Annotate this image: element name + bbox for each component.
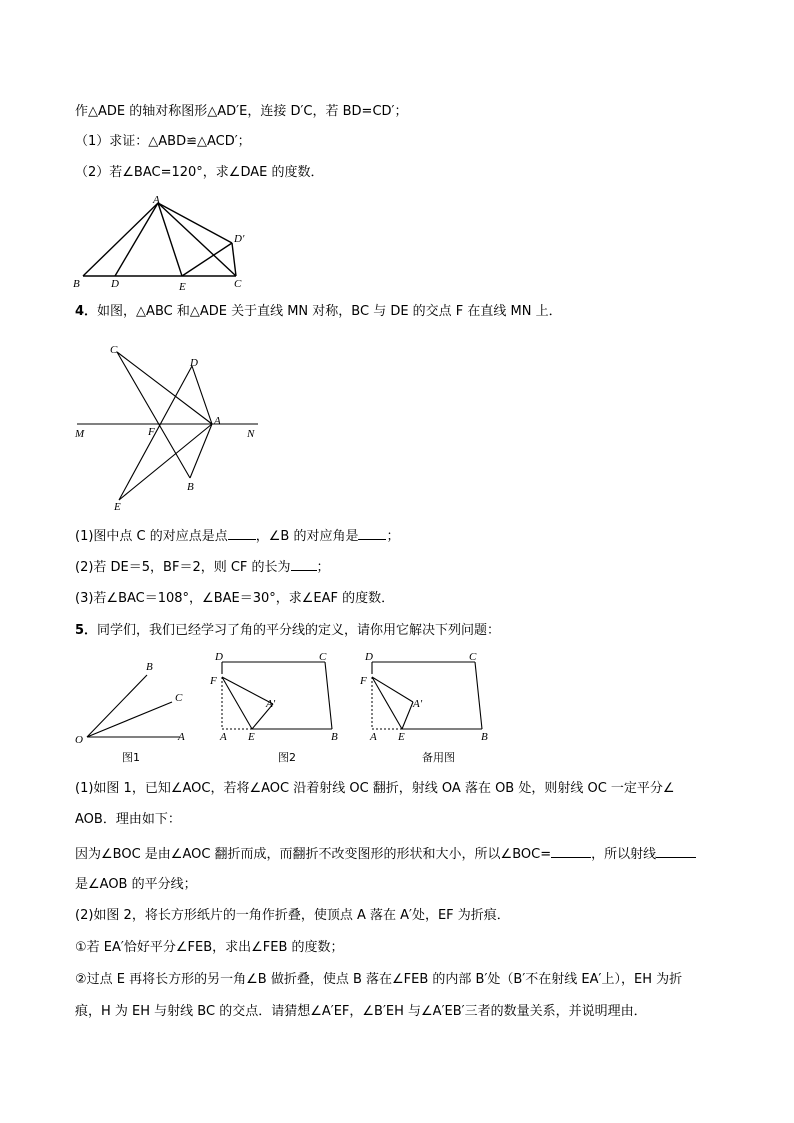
q5-number: 5． (75, 623, 98, 638)
q3-label-d: D (111, 278, 119, 290)
q5-part2-sub2-line2: 痕，H 为 EH 与射线 BC 的交点．请猜想∠A′EF，∠B′EH 与∠A′EB′三者的数量关系，并说明理由． (75, 1004, 647, 1019)
q3-part1: （1）求证：△ABD≌△ACD′； (75, 134, 251, 149)
q4-part1-text-c: ； (386, 529, 400, 544)
q4-stem-text: 如图，△ABC 和△ADE 关于直线 MN 对称，BC 与 DE 的交点 F 在直线 MN 上． (97, 304, 562, 319)
q5-fig3-label-f: F (360, 675, 367, 687)
q3-label-b: B (73, 278, 80, 290)
q5-blank-2[interactable] (656, 845, 696, 858)
q4-label-c: C (110, 344, 118, 356)
q5-fig2-label-a: A (220, 731, 227, 743)
q5-fig1-caption: 图1 (122, 751, 140, 764)
q4-stem (75, 303, 562, 321)
q4-label-d: D (190, 357, 198, 369)
q5-figure-2 (205, 650, 345, 765)
q4-part1-text-a: (1)图中点 C 的对应点是点 (75, 529, 228, 544)
q5-part1-line4: 是∠AOB 的平分线； (75, 877, 197, 892)
q4-label-n: N (247, 428, 255, 440)
q5-stem-text: 同学们，我们已经学习了角的平分线的定义，请你用它解决下列问题： (97, 623, 501, 638)
q4-part2-text-b: ； (316, 560, 330, 575)
q3-intro: 作△ADE 的轴对称图形△AD′E，连接 D′C，若 BD=CD′； (75, 104, 408, 119)
q4-label-a: A (214, 415, 221, 427)
q5-part1-line3 (75, 845, 696, 864)
q4-blank-1[interactable] (228, 527, 256, 540)
q5-figure-backup (355, 650, 495, 765)
q5-fig2-label-f: F (210, 675, 217, 687)
q4-blank-2[interactable] (358, 527, 386, 540)
q4-part1 (75, 527, 400, 546)
q5-fig2-label-e: E (248, 731, 255, 743)
q5-stem (75, 622, 500, 640)
q5-fig3-label-aprime: A′ (413, 698, 423, 710)
q5-fig3-label-c: C (469, 651, 477, 663)
q4-part2-text-a: (2)若 DE＝5，BF＝2，则 CF 的长为 (75, 560, 291, 575)
q5-fig3-label-d: D (365, 651, 373, 663)
q3-label-a: A (153, 194, 160, 206)
q4-label-e: E (114, 501, 121, 513)
q4-part2 (75, 558, 330, 577)
q5-fig1-label-a: A (178, 731, 185, 743)
q4-part1-text-b: ，∠B 的对应角是 (255, 529, 359, 544)
q5-fig3-caption: 备用图 (422, 751, 455, 764)
q5-fig3-label-a: A (370, 731, 377, 743)
q5-fig3-label-e: E (398, 731, 405, 743)
q5-fig2-label-b: B (331, 731, 338, 743)
q5-figure-1 (72, 658, 197, 768)
q3-label-dprime: D′ (234, 233, 245, 245)
q5-fig2-label-c: C (319, 651, 327, 663)
q5-fig2-caption: 图2 (278, 751, 296, 764)
q5-part1-line1: (1)如图 1，已知∠AOC，若将∠AOC 沿着射线 OC 翻折，射线 OA 落在 OB 处，则射线 OC 一定平分∠ (75, 781, 675, 796)
q5-fig1-label-o: O (75, 734, 83, 746)
q4-number: 4． (75, 304, 98, 319)
q5-fig1-label-b: B (146, 661, 153, 673)
q4-label-b: B (187, 481, 194, 493)
q5-fig2-label-aprime: A′ (266, 698, 276, 710)
q4-part3: (3)若∠BAC＝108°，∠BAE＝30°，求∠EAF 的度数． (75, 591, 395, 606)
q4-label-f: F (148, 426, 155, 438)
q3-label-c: C (234, 278, 242, 290)
q5-part1-line3-text-a: 因为∠BOC 是由∠AOC 翻折而成，而翻折不改变图形的形状和大小，所以∠BOC= (75, 847, 552, 862)
q3-label-e: E (179, 281, 186, 293)
q5-part2-sub2-line1: ②过点 E 再将长方形的另一角∠B 做折叠，使点 B 落在∠FEB 的内部 B′处（B′不在射线 EA′上），EH 为折 (75, 972, 683, 987)
q5-part2-sub1: ①若 EA′恰好平分∠FEB，求出∠FEB 的度数； (75, 940, 344, 955)
q3-figure (70, 195, 260, 295)
q4-figure (72, 340, 272, 515)
q5-fig2-label-d: D (215, 651, 223, 663)
q5-blank-1[interactable] (551, 845, 591, 858)
q5-fig1-label-c: C (175, 692, 183, 704)
q4-label-m: M (75, 428, 85, 440)
q5-part1-line2: AOB．理由如下： (75, 812, 181, 827)
q3-part2: （2）若∠BAC=120°，求∠DAE 的度数． (75, 165, 324, 180)
q5-part1-line3-text-b: ，所以射线 (591, 847, 657, 862)
q5-part2-line1: (2)如图 2，将长方形纸片的一角作折叠，使顶点 A 落在 A′处，EF 为折痕． (75, 908, 510, 923)
q4-blank-3[interactable] (291, 558, 317, 571)
q5-fig3-label-b: B (481, 731, 488, 743)
